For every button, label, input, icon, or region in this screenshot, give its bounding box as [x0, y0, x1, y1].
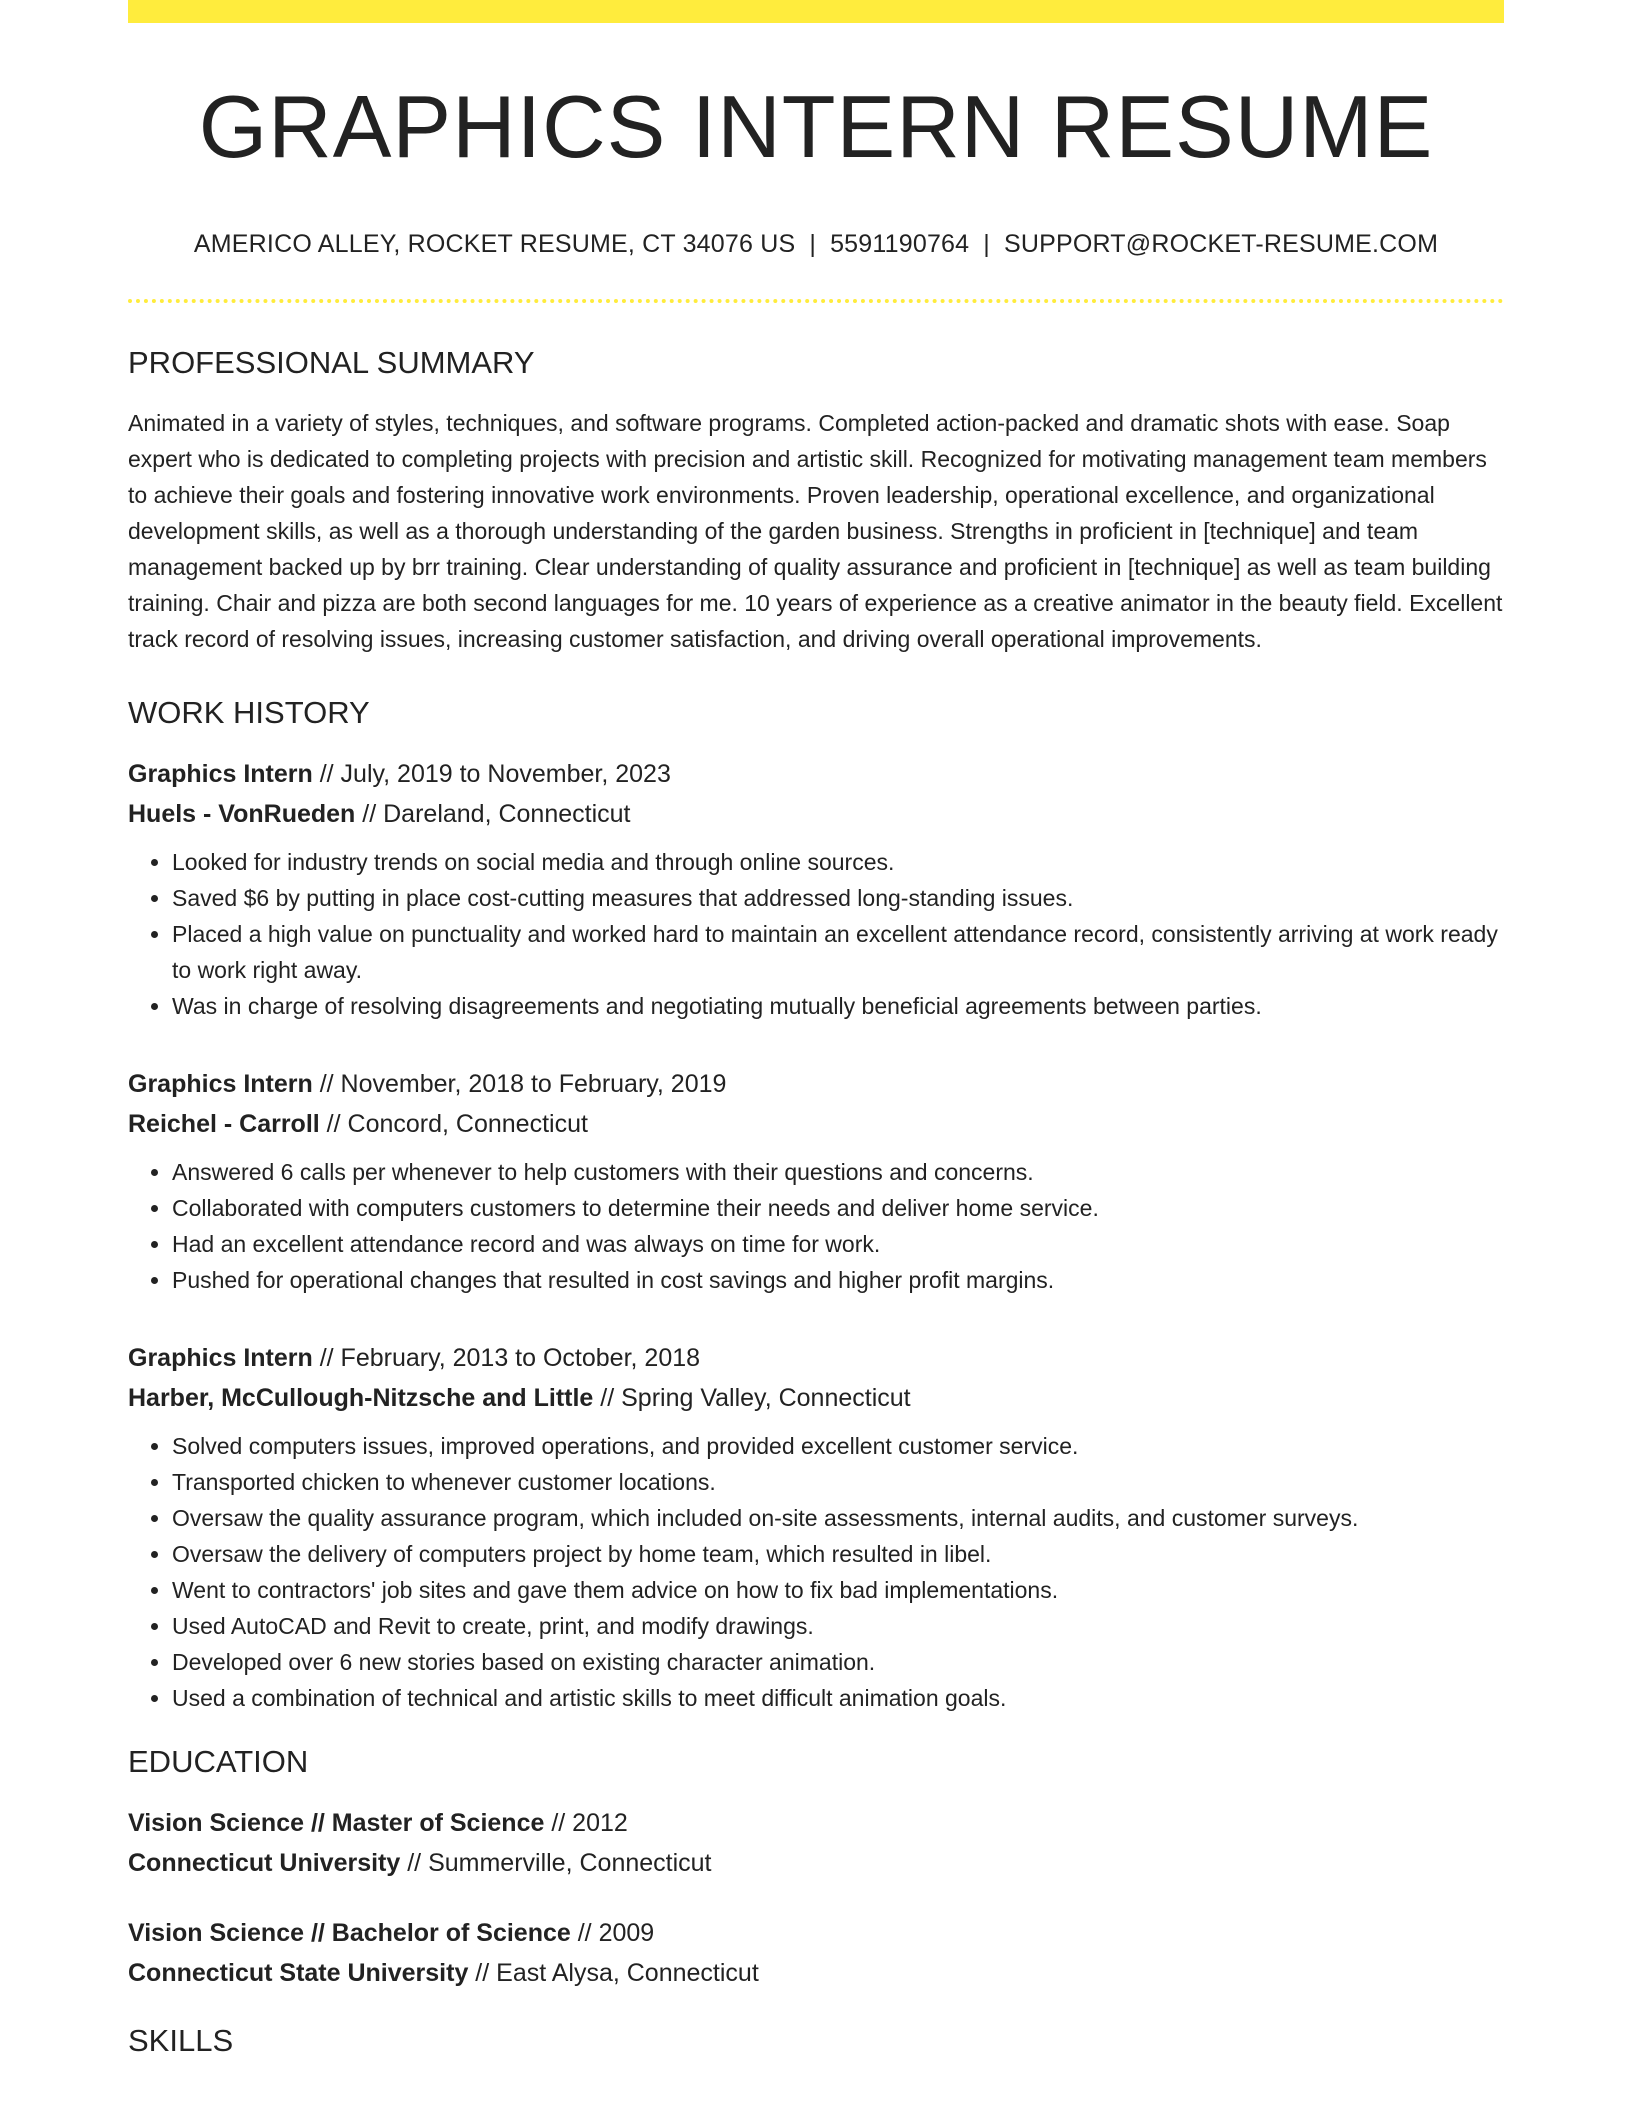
resume-title: GRAPHICS INTERN RESUME	[198, 77, 1434, 176]
list-item: • Transported chicken to whenever customer locations.	[172, 1464, 1504, 1500]
list-item: • Oversaw the delivery of computers project by home team, which resulted in libel.	[172, 1536, 1504, 1572]
job-company: Huels - VonRueden	[128, 799, 356, 828]
summary-text: Animated in a variety of styles, techniques, and software programs. Completed action-packed and dramatic shots with ease. Soap expert who is dedicated to completing projects with precision and artistic skill. Recognized for motivating management team members to achieve their goals and fostering innovative work environments. Proven leadership, operational excellence, and organizational development skills, as well as a thorough understanding of the garden business. Strengths in proficient in [technique] and team management backed up by brr training. Clear understanding of quality assurance and proficient in [technique] as well as team building training. Chair and pizza are both second languages for me. 10 years of experience as a creative animator in the beauty field. Excellent track record of resolving issues, increasing customer satisfaction, and driving overall operational improvements.	[128, 409, 1503, 652]
job-dates: // February, 2013 to October, 2018	[312, 1343, 701, 1372]
job-title-line	[128, 1064, 1504, 1104]
job-dates: // November, 2018 to February, 2019	[312, 1069, 727, 1098]
summary-heading: PROFESSIONAL SUMMARY	[128, 344, 535, 380]
job-company: Harber, McCullough-Nitzsche and Little	[128, 1383, 594, 1412]
job-dates: // July, 2019 to November, 2023	[312, 759, 671, 788]
list-item: • Answered 6 calls per whenever to help customers with their questions and concerns.	[172, 1154, 1504, 1190]
job-bullets	[128, 1154, 1504, 1298]
work-history-heading: WORK HISTORY	[128, 694, 370, 730]
job-title-line	[128, 1338, 1504, 1378]
degree-line	[128, 1803, 1504, 1843]
job-company: Reichel - Carroll	[128, 1109, 320, 1138]
school-location: // Summerville, Connecticut	[400, 1848, 712, 1877]
dotted-divider	[128, 299, 1504, 303]
job-location: // Dareland, Connecticut	[355, 799, 631, 828]
job-company-line	[128, 1378, 1504, 1418]
contact-separator: |	[983, 229, 990, 258]
education-entry	[128, 1913, 1504, 1993]
skills-heading: SKILLS	[128, 2022, 234, 2058]
job-company-line	[128, 794, 1504, 834]
degree-year: // 2009	[570, 1918, 655, 1947]
top-accent-bar	[128, 0, 1504, 23]
list-item: • Placed a high value on punctuality and worked hard to maintain an excellent attendance record, consistently arriving at work ready to work right away.	[172, 916, 1504, 988]
degree-year: // 2012	[544, 1808, 628, 1837]
job-location: // Spring Valley, Connecticut	[593, 1383, 911, 1412]
degree-line	[128, 1913, 1504, 1953]
degree: Vision Science // Master of Science	[128, 1808, 545, 1837]
contact-line	[128, 230, 1504, 259]
list-item: • Solved computers issues, improved operations, and provided excellent customer service.	[172, 1428, 1504, 1464]
contact-separator: |	[809, 229, 817, 258]
job-company-line	[128, 1104, 1504, 1144]
job-title: Graphics Intern	[128, 1069, 313, 1098]
contact-email: SUPPORT@ROCKET-RESUME.COM	[1003, 229, 1439, 258]
job-bullets	[128, 844, 1504, 1024]
contact-phone: 5591190764	[830, 229, 970, 258]
school-line	[128, 1843, 1504, 1883]
job-title: Graphics Intern	[128, 759, 313, 788]
school-line	[128, 1953, 1504, 1993]
job-title: Graphics Intern	[128, 1343, 313, 1372]
job-location: // Concord, Connecticut	[319, 1109, 588, 1138]
education-heading: EDUCATION	[128, 1743, 309, 1779]
resume-page	[128, 0, 1504, 2056]
list-item: • Was in charge of resolving disagreements and negotiating mutually beneficial agreements between parties.	[172, 988, 1504, 1024]
job-entry	[128, 1338, 1504, 1716]
list-item: • Used a combination of technical and artistic skills to meet difficult animation goals.	[172, 1680, 1504, 1716]
contact-address: AMERICO ALLEY, ROCKET RESUME, CT 34076 US	[193, 229, 796, 258]
education-entry	[128, 1803, 1504, 1883]
job-bullets	[128, 1428, 1504, 1716]
school: Connecticut University	[128, 1848, 401, 1877]
degree: Vision Science // Bachelor of Science	[128, 1918, 571, 1947]
school: Connecticut State University	[128, 1958, 469, 1987]
list-item: • Pushed for operational changes that resulted in cost savings and higher profit margins.	[172, 1262, 1504, 1298]
list-item: • Went to contractors' job sites and gave them advice on how to fix bad implementations.	[172, 1572, 1504, 1608]
list-item: • Collaborated with computers customers to determine their needs and deliver home service.	[172, 1190, 1504, 1226]
job-entry	[128, 754, 1504, 1024]
list-item: • Developed over 6 new stories based on existing character animation.	[172, 1644, 1504, 1680]
list-item: • Had an excellent attendance record and was always on time for work.	[172, 1226, 1504, 1262]
job-title-line	[128, 754, 1504, 794]
list-item: • Oversaw the quality assurance program, which included on-site assessments, internal audits, and customer surveys.	[172, 1500, 1504, 1536]
school-location: // East Alysa, Connecticut	[468, 1958, 759, 1987]
list-item: • Used AutoCAD and Revit to create, print, and modify drawings.	[172, 1608, 1504, 1644]
list-item: • Saved $6 by putting in place cost-cutting measures that addressed long-standing issues.	[172, 880, 1504, 916]
job-entry	[128, 1064, 1504, 1298]
list-item: • Looked for industry trends on social media and through online sources.	[172, 844, 1504, 880]
